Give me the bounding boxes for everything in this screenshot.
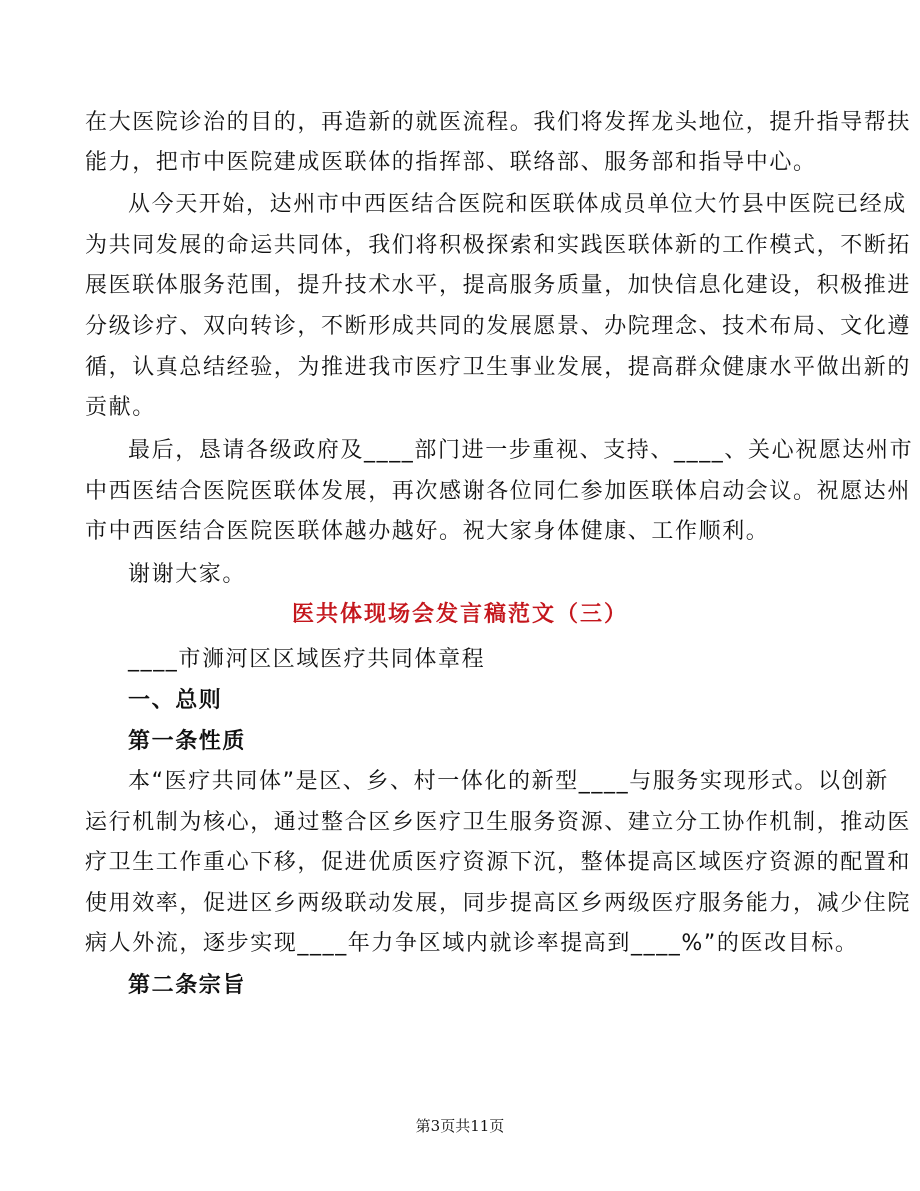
section-title: 医共体现场会发言稿范文（三） bbox=[291, 602, 628, 627]
paragraph-line: 循，认真总结经验，为推进我市医疗卫生事业发展，提高群众健康水平做出新的 bbox=[85, 355, 912, 380]
paragraph-line: 分级诊疗、双向转诊，不断形成共同的发展愿景、办院理念、技术布局、文化遵 bbox=[85, 314, 912, 339]
paragraph-line: 最后，恳请各级政府及____部门进一步重视、支持、____、关心祝愿达州市 bbox=[128, 438, 914, 463]
paragraph-line: 能力，把市中医院建成医联体的指挥部、联络部、服务部和指导中心。 bbox=[85, 150, 817, 175]
paragraph-line: 展医联体服务范围，提升技术水平，提高服务质量，加快信息化建设，积极推进 bbox=[85, 273, 912, 298]
paragraph-line: 运行机制为核心，通过整合区乡医疗卫生服务资源、建立分工协作机制，推动医 bbox=[85, 810, 912, 835]
article-heading: 第二条宗旨 bbox=[128, 973, 247, 998]
paragraph-line: 本“医疗共同体”是区、乡、村一体化的新型____与服务实现形式。以创新 bbox=[128, 769, 889, 794]
paragraph-line: 疗卫生工作重心下移，促进优质医疗资源下沉，整体提高区域医疗资源的配置和 bbox=[85, 850, 912, 875]
paragraph-line: 使用效率，促进区乡两级联动发展，同步提高区乡两级医疗服务能力，减少住院 bbox=[85, 891, 912, 916]
charter-subtitle: ____市浉河区区域医疗共同体章程 bbox=[128, 647, 486, 672]
page-number: 第3页共11页 bbox=[415, 1117, 505, 1135]
paragraph-line: 贡献。 bbox=[85, 395, 156, 420]
paragraph-line: 在大医院诊治的目的，再造新的就医流程。我们将发挥龙头地位，提升指导帮扶 bbox=[85, 110, 912, 135]
chapter-heading: 一、总则 bbox=[128, 688, 223, 713]
paragraph-line: 从今天开始，达州市中西医结合医院和医联体成员单位大竹县中医院已经成 bbox=[128, 192, 907, 217]
paragraph-line: 市中西医结合医院医联体越办越好。祝大家身体健康、工作顺利。 bbox=[85, 519, 770, 544]
paragraph-line: 病人外流，逐步实现____年力争区域内就诊率提高到____%”的医改目标。 bbox=[85, 931, 859, 956]
paragraph-line: 谢谢大家。 bbox=[128, 562, 247, 587]
paragraph-line: 为共同发展的命运共同体，我们将积极探索和实践医联体新的工作模式，不断拓 bbox=[85, 233, 912, 258]
paragraph-line: 中西医结合医院医联体发展，再次感谢各位同仁参加医联体启动会议。祝愿达州 bbox=[85, 479, 912, 504]
article-heading: 第一条性质 bbox=[128, 729, 247, 754]
